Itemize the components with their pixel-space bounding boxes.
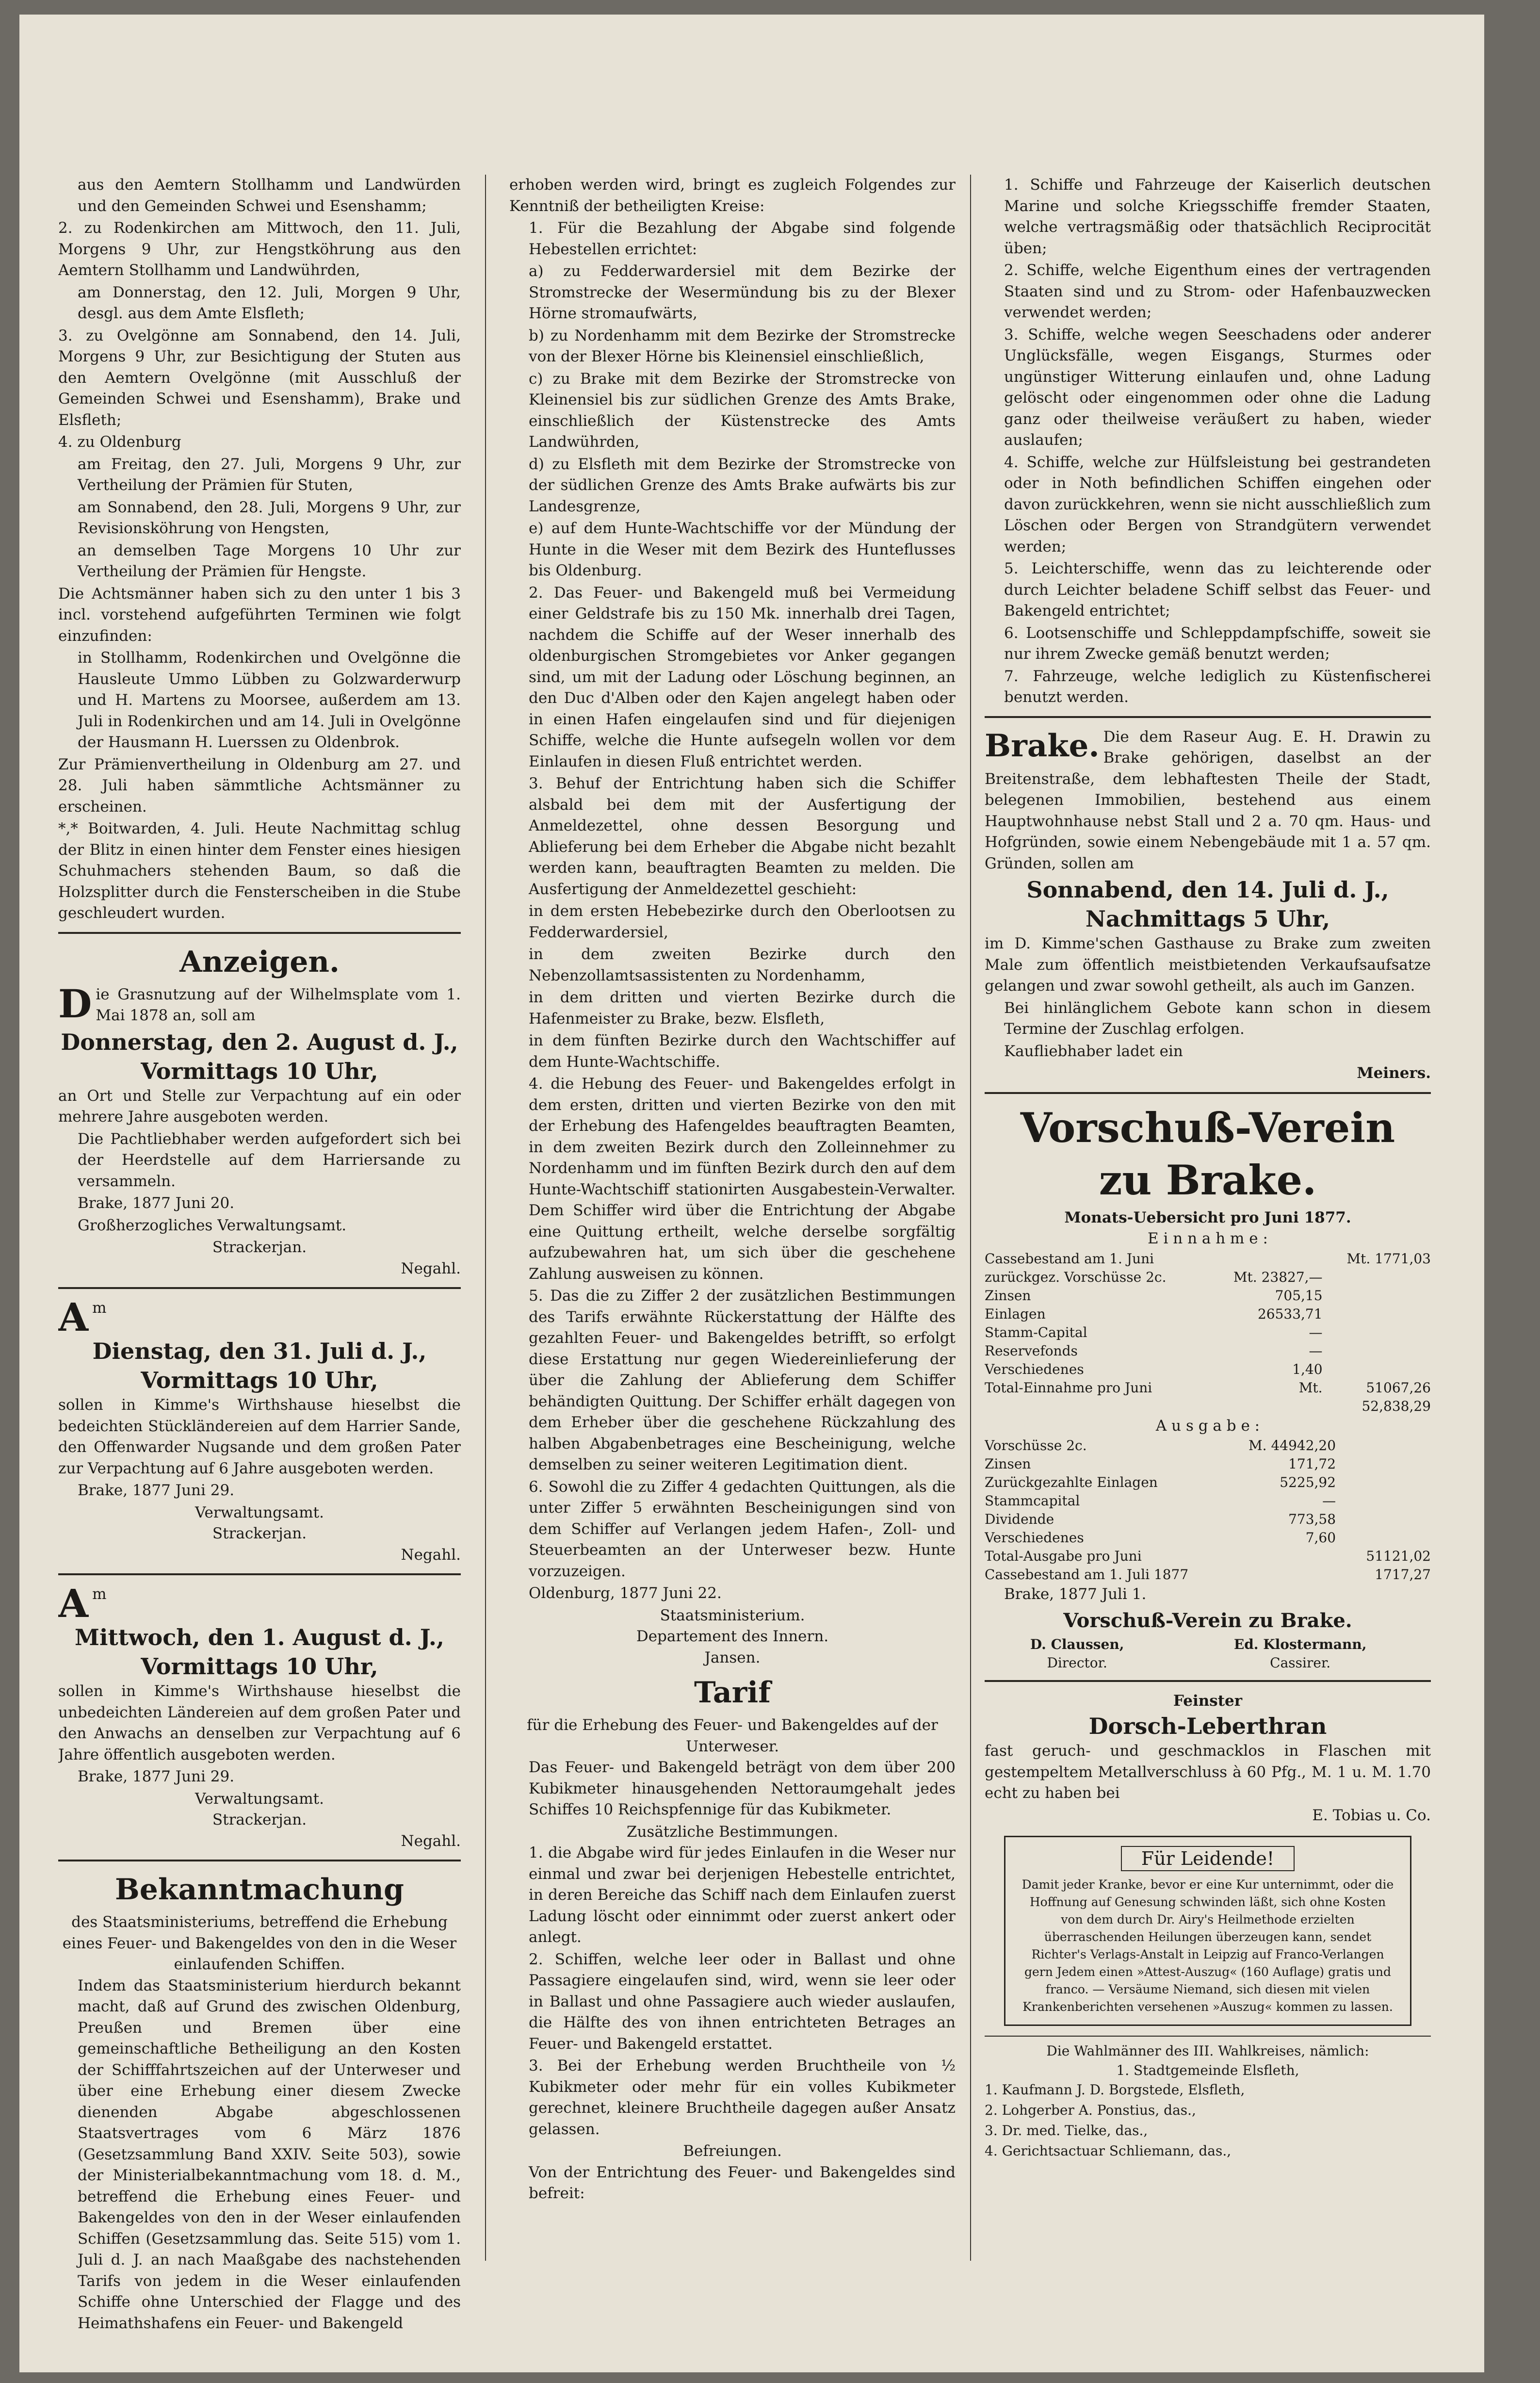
finance-value: 52,838,29 (1362, 1398, 1431, 1414)
column-rule (485, 175, 486, 2261)
brake-title: Brake. (985, 727, 1100, 764)
text-paragraph: in dem zweiten Bezirke durch den Nebenzollamtsassistenten zu Nordenhamm, (529, 946, 956, 984)
ad-office: Großherzogliches Verwaltungsamt. (78, 1216, 347, 1234)
exemption-item: 6. Lootsenschiffe und Schleppdampfschiffe, soweit sie nur ihrem Zwecke gemäß benutzt werden; (1004, 624, 1431, 663)
section-divider (985, 716, 1431, 718)
finance-label (985, 1397, 1208, 1416)
text-paragraph: in dem dritten und vierten Bezirke durch die Hafenmeister zu Brake, bezw. Elsfleth, (529, 989, 956, 1028)
ad-time: Vormittags 10 Uhr, (141, 1367, 378, 1393)
finance-value (1336, 1436, 1431, 1455)
zusaetzliche-heading: Zusätzliche Bestimmungen. (626, 1823, 839, 1841)
verein-subtitle: Monats-Uebersicht pro Juni 1877. (1064, 1208, 1351, 1226)
finance-value (1336, 1492, 1431, 1510)
text-paragraph: 6. Sowohl die zu Ziffer 4 gedachten Quittungen, als die unter Ziffer 5 erwähnten Bescheinigungen sind von dem Schiffer auf Verlangen jedem Hafen-, Zoll- und Steuerbeamten an der Unterweser bezw. Hunte vorzuzeigen. (529, 1478, 956, 1580)
section-divider (985, 1680, 1431, 1682)
finance-label: zurückgez. Vorschüsse 2c. (985, 1269, 1167, 1285)
text-paragraph: 2. Das Feuer- und Bakengeld muß bei Vermeidung einer Geldstrafe bis zu 150 Mk. innerhalb drei Tagen, nachdem die Schiffe auf der Weser innerhalb des oldenburgischen Stromgebietes vor Anker gegangen sind, um mit der Ladung oder Löschung beginnen, an den Duc d'Alben oder den Kajen angelegt haben oder in einen Hafen eingelaufen sind und für diejenigen Schiffe, welche die Hunte aufsegeln wollen vor dem Einlaufen in diesen Fluß entrichtet werden. (529, 584, 956, 770)
finance-value: 5225,92 (1280, 1474, 1336, 1490)
finance-row (985, 1305, 1431, 1323)
ad-office: Verwaltungsamt. (195, 1503, 324, 1521)
finance-value (1208, 1250, 1323, 1268)
text-paragraph: a) zu Fedderwardersiel mit dem Bezirke der Stromstrecke der Wesermündung bis zu der Blexer Hörne stromaufwärts, (529, 262, 956, 322)
exemption-item: 1. Schiffe und Fahrzeuge der Kaiserlich deutschen Marine und solche Kriegsschiffe fremder Staaten, welche vertragsmäßig oder thatsächlich Reciprocität üben; (1004, 176, 1431, 257)
text-paragraph: 4. zu Oldenburg (58, 433, 181, 451)
column-left (58, 175, 461, 2335)
brake-text: Bei hinlänglichem Gebote kann schon in diesem Termine der Zuschlag erfolgen. (1004, 999, 1431, 1038)
finance-value (1336, 1473, 1431, 1492)
bekanntmachung-body: Indem das Staatsministerium hierdurch bekannt macht, daß auf Grund des zwischen Oldenburg, Preußen und Bremen über eine gemeinschaftliche Betheiligung an den Kosten der Schifffahrtszeichen auf der Unterweser und über eine Erhebung einer diesem Zwecke dienenden Abgabe abgeschlossenen Staatsvertrages vom 6 März 1876 (Gesetzsammlung Band XXIV. Seite 503), sowie der Ministerialbekanntmachung vom 18. d. M., betreffend die Erhebung eines Feuer- und Bakengeldes von den in der Weser einlaufenden Schiffen (Gesetzsammlung das. Seite 515) vom 1. Juli d. J. an nach Maaßgabe des nachstehenden Tarifs von jedem in die Weser einlaufenden Schiffe ohne Unterschied der Flagge und des Heimathshafens ein Feuer- und Bakengeld (78, 1976, 461, 2332)
column-right (985, 175, 1431, 2162)
ad-wilhelmsplate (58, 980, 461, 1280)
finance-value (1323, 1268, 1431, 1287)
finance-value (1208, 1566, 1336, 1584)
finance-value (1336, 1455, 1431, 1473)
leberthran-signature: E. Tobias u. Co. (1312, 1806, 1431, 1824)
ministry: Staatsministerium. (660, 1606, 805, 1624)
text-paragraph: 2. zu Rodenkirchen am Mittwoch, den 11. Juli, Morgens 9 Uhr, zur Hengstköhrung aus den Aemtern Stollhamm und Landwührden, (58, 219, 461, 279)
finance-label: Cassebestand am 1. Juni (985, 1250, 1154, 1267)
drop-cap: A (58, 1581, 89, 1626)
ad-place: Brake, 1877 Juni 29. (78, 1768, 235, 1785)
wahl-row: 4. Gerichtsactuar Schliemann, das., (985, 2143, 1232, 2159)
zusaetzliche-item: 3. Bei der Erhebung werden Bruchtheile von ½ Kubikmeter oder mehr für ein volles Kubikmeter gerechnet, kleinere Bruchtheile dagegen außer Ansatz gelassen. (529, 2057, 956, 2138)
ad-place: Brake, 1877 Juni 20. (78, 1194, 235, 1212)
befreiungen-heading: Befreiungen. (683, 2142, 782, 2160)
verein-signatures (985, 1635, 1431, 1672)
finance-value: 1717,27 (1375, 1567, 1431, 1583)
exemption-item: 4. Schiffe, welche zur Hülfsleistung bei gestrandeten oder in Noth befindlichen Schiffen eingehen oder davon zurückkehren, wenn sie nicht ausschließlich zum Löschen oder Bergen von Strandgütern verwendet werden; (1004, 453, 1431, 555)
text-paragraph: e) auf dem Hunte-Wachtschiffe vor der Mündung der Hunte in die Weser mit dem Bezirk des Hunteflusses bis Oldenburg. (529, 520, 956, 579)
signature-director: D. Claussen, (1030, 1636, 1124, 1652)
ad-signature: Negahl. (401, 1259, 461, 1277)
finance-label: Verschiedenes (985, 1530, 1084, 1546)
befreiungen-body: Von der Entrichtung des Feuer- und Bakengeldes sind befreit: (529, 2163, 956, 2202)
finance-value: — (1322, 1493, 1336, 1509)
ad-lead: ie Grasnutzung auf der Wilhelmsplate vom 1. Mai 1878 an, soll am (96, 985, 461, 1024)
ad-fuer-leidende (1004, 1836, 1411, 2026)
leidende-body: Damit jeder Kranke, bevor er eine Kur unternimmt, oder die Hoffnung auf Genesung schwinden läßt, sich ohne Kosten von dem durch Dr. Airy's Heilmethode erzielten überraschenden Heilungen überzeugen kann, sendet Richter's Verlags-Anstalt in Leipzig auf Franco-Verlangen gern Jedem einen »Attest-Auszug« (160 Auflage) gratis und franco. — Versäume Niemand, sich diesen mit vielen Krankenberichten versehenen »Auszug« kommen zu lassen. (1021, 1877, 1394, 2014)
wahl-sub: 1. Stadtgemeinde Elsfleth, (1116, 2062, 1299, 2078)
text-paragraph: in Stollhamm, Rodenkirchen und Ovelgönne die Hausleute Ummo Lübben zu Golzwarderwurp und H. Martens zu Moorsee, außerdem am 13. Juli in Rodenkirchen und am 14. Juli in Ovelgönne der Hausmann H. Luerssen zu Oldenbrok. (78, 649, 461, 751)
finance-value (1336, 1510, 1431, 1529)
finance-label: Total-Ausgabe pro Juni (985, 1548, 1142, 1564)
finance-label: Stamm-Capital (985, 1324, 1087, 1340)
finance-value (1323, 1287, 1431, 1305)
finance-row (985, 1547, 1431, 1566)
dateline: Oldenburg, 1877 Juni 22. (529, 1584, 722, 1602)
ad-body: sollen in Kimme's Wirthshause hieselbst die unbedeichten Ländereien auf dem großen Pater und den Anwachs an denselben zur Verpachtung auf 6 Jahre öffentlich ausgeboten werden. (58, 1682, 461, 1763)
finance-row (985, 1566, 1431, 1584)
einnahme-table (985, 1250, 1431, 1416)
finance-value: — (1309, 1324, 1323, 1340)
tarif-heading: Tarif (694, 1676, 771, 1710)
verein-dateline: Brake, 1877 Juli 1. (1004, 1585, 1147, 1603)
section-divider (985, 2036, 1431, 2037)
ad-body: sollen in Kimme's Wirthshause hieselbst die bedeichten Stückländereien auf dem Harrier Sande, den Offenwarder Nugsande und dem großen Pater zur Verpachtung auf 6 Jahre ausgeboten werden. (58, 1396, 461, 1477)
text-paragraph: am Sonnabend, den 28. Juli, Morgens 9 Uhr, zur Revisionsköhrung von Hengsten, (78, 498, 461, 537)
einnahme-heading: E i n n a h m e : (1148, 1230, 1268, 1247)
bekanntmachung-heading: Bekanntmachung (114, 1873, 404, 1907)
zusaetzliche-item: 1. die Abgabe wird für jedes Einlaufen in die Weser nur einmal und zwar bei derjenigen Hebestelle entrichtet, in deren Bereiche das Schiff nach dem Einlaufen zuerst Ladung löscht oder einnimmt oder zuerst ankert oder anlegt. (529, 1844, 956, 1946)
finance-value (1208, 1397, 1323, 1416)
finance-value: 773,58 (1288, 1511, 1336, 1527)
finance-value: — (1309, 1342, 1323, 1359)
text-paragraph: d) zu Elsfleth mit dem Bezirke der Stromstrecke von der südlichen Grenze des Amts Brake aufwärts bis zur Landesgrenze, (529, 455, 956, 515)
finance-value: Mt. 1771,03 (1346, 1250, 1431, 1267)
finance-value (1323, 1360, 1431, 1379)
ad-signature: Strackerjan. (212, 1525, 307, 1542)
text-paragraph: an demselben Tage Morgens 10 Uhr zur Vertheilung der Prämien für Hengste. (78, 541, 461, 580)
leberthran-kicker: Feinster (1173, 1692, 1243, 1710)
text-paragraph: am Freitag, den 27. Juli, Morgens 9 Uhr, zur Vertheilung der Prämien für Stuten, (78, 455, 461, 494)
newspaper-page (19, 15, 1484, 2372)
section-divider (58, 1860, 461, 1861)
finance-row (985, 1268, 1431, 1287)
wahl-row: 1. Kaufmann J. D. Borgstede, Elsfleth, (985, 2082, 1245, 2098)
exemption-item: 5. Leichterschiffe, wenn das zu leichterende oder durch Leichter beladene Schiff selbst das Feuer- und Bakengeld entrichtet; (1004, 560, 1431, 620)
text-paragraph: b) zu Nordenhamm mit dem Bezirke der Stromstrecke von der Blexer Hörne bis Kleinensiel einschließlich, (529, 326, 956, 365)
finance-value: M. 44942,20 (1248, 1437, 1336, 1453)
text-paragraph: 3. zu Ovelgönne am Sonnabend, den 14. Juli, Morgens 9 Uhr, zur Besichtigung der Stuten aus den Aemtern Ovelgönne (mit Ausschluß der Gemeinden Schwei und Esenshamm), Brake und Elsfleth; (58, 326, 461, 429)
ad-time: Vormittags 10 Uhr, (141, 1653, 378, 1680)
finance-value (1323, 1323, 1431, 1342)
ad-date: Donnerstag, den 2. August d. J., (61, 1028, 458, 1055)
ad-date: Dienstag, den 31. Juli d. J., (92, 1338, 427, 1364)
finance-value: 171,72 (1288, 1456, 1336, 1472)
finance-row (985, 1250, 1431, 1268)
finance-row (985, 1287, 1431, 1305)
ad-leberthran (985, 1691, 1431, 1827)
finance-value: 51067,26 (1366, 1379, 1431, 1396)
department: Departement des Innern. (636, 1628, 829, 1645)
news-item-boitwarden: *,* Boitwarden, 4. Juli. Heute Nachmittag schlug der Blitz in einen hinter dem Fenster eines hiesigen Schuhmachers stehenden Baum, so daß die Holzsplitter durch die Fensterscheiben in die Stube geschleudert wurden. (58, 820, 461, 922)
bekanntmachung (58, 1870, 461, 2334)
verein-title: zu Brake. (1099, 1156, 1317, 1204)
section-divider (58, 932, 461, 934)
ad-office: Verwaltungsamt. (195, 1790, 324, 1808)
finance-label: Zinsen (985, 1456, 1031, 1472)
finance-row (985, 1510, 1431, 1529)
ad-body: an Ort und Stelle zur Verpachtung auf ein oder mehrere Jahre ausgeboten werden. (58, 1087, 461, 1126)
ad-signature: Negahl. (401, 1546, 461, 1564)
finance-label: Dividende (985, 1511, 1054, 1527)
section-divider (58, 1287, 461, 1289)
finance-label: Zurückgezahlte Einlagen (985, 1474, 1158, 1490)
signature-cashier: Ed. Klostermann, (1233, 1636, 1367, 1652)
bekanntmachung-subtitle: des Staatsministeriums, betreffend die Erhebung eines Feuer- und Bakengeldes von den in die Weser einlaufenden Schiffen. (62, 1913, 457, 1973)
ad-date: Mittwoch, den 1. August d. J., (75, 1624, 444, 1650)
text-paragraph: 4. die Hebung des Feuer- und Bakengeldes erfolgt in dem ersten, dritten und vierten Bezirke von den mit der Erhebung des Hafengeldes beauftragten Beamten, in dem zweiten Bezirk durch den Zolleinnehmer zu Nordenhamm und im fünften Bezirk durch den auf dem Hunte-Wachtschiff stationirten Ausgabestein-Verwalter. Dem Schiffer wird über die Entrichtung der Abgabe eine Quittung ertheilt, welche derselbe sorgfältig aufzubewahren hat, um sich über die geschehene Zahlung ausweisen zu können. (529, 1075, 956, 1283)
brake-signature: Meiners. (1357, 1064, 1431, 1082)
drop-cap: D (58, 980, 92, 1027)
ad-brake-immobilien (985, 727, 1431, 1084)
role-director: Director. (1047, 1654, 1107, 1671)
ad-harrier-sande (58, 1294, 461, 1566)
signer: Jansen. (704, 1649, 761, 1666)
exemption-item: 3. Schiffe, welche wegen Seeschadens oder anderer Unglücksfälle, wegen Eisgangs, Sturmes oder ungünstiger Witterung einlaufen und, ohne Ladung gelöscht oder eingenommen oder ohne die Ladung ganz oder theilweise veräußert zu haben, wieder auslaufen; (1004, 326, 1431, 449)
finance-row (985, 1397, 1431, 1416)
finance-row (985, 1455, 1431, 1473)
finance-label: Zinsen (985, 1287, 1031, 1304)
column-rule (970, 175, 971, 2261)
brake-text: Kaufliebhaber ladet ein (1004, 1042, 1183, 1060)
finance-value (1208, 1547, 1336, 1566)
brake-time: Nachmittags 5 Uhr, (1085, 906, 1330, 932)
finance-row (985, 1342, 1431, 1360)
text-paragraph: 5. Das die zu Ziffer 2 der zusätzlichen Bestimmungen des Tarifs erwähnte Rückerstattung der Hälfte des gezahlten Feuer- und Bakengeldes betrifft, so erfolgt diese Erstattung nur gegen Wiedereinlieferung der über die Zahlung der Ablieferung dem Schiffer behändigten Quittung. Der Schiffer erhält dagegen von dem Erheber über die geschehene Rückzahlung des halben Abgabenbetrages eine Bescheinigung, welche demselben zu seiner weiteren Legitimation dient. (529, 1287, 956, 1473)
ad-signature: Negahl. (401, 1832, 461, 1850)
finance-row (985, 1360, 1431, 1379)
leidende-title: Für Leidende! (1121, 1846, 1295, 1871)
text-paragraph: erhoben werden wird, bringt es zugleich Folgendes zur Kenntniß der betheiligten Kreise: (509, 176, 956, 215)
finance-label: Verschiedenes (985, 1361, 1084, 1377)
finance-value: Mt. 23827,— (1233, 1269, 1323, 1285)
tarif-body: Das Feuer- und Bakengeld beträgt von dem über 200 Kubikmeter hinausgehenden Nettoraumgehalt jedes Schiffes 10 Reichspfennige für das Kubikmeter. (529, 1759, 956, 1818)
ausgabe-table (985, 1436, 1431, 1584)
finance-row (985, 1379, 1431, 1397)
text-paragraph: 3. Behuf der Entrichtung haben sich die Schiffer alsbald bei dem mit der Ausfertigung der Anmeldezettel, ohne dessen Besorgung und Ablieferung bei dem Erheber die Abgabe nicht bezahlt werden kann, beauftragten Beamten zu melden. Die Ausfertigung der Anmeldezettel geschieht: (529, 775, 956, 898)
finance-value: 7,60 (1305, 1530, 1336, 1546)
finance-label: Einlagen (985, 1306, 1046, 1322)
exemption-item: 2. Schiffe, welche Eigenthum eines der vertragenden Staaten sind und zu Strom- oder Hafenbauzwecken verwendet werden; (1004, 261, 1431, 321)
finance-label: Reservefonds (985, 1342, 1078, 1359)
vorschuss-verein (985, 1103, 1431, 1672)
column-middle (509, 175, 956, 2205)
text-paragraph: c) zu Brake mit dem Bezirke der Stromstrecke von Kleinensiel bis zur südlichen Grenze des Amts Brake, einschließlich der Küstenstrecke des Amts Landwührden, (529, 370, 956, 451)
text-paragraph: am Donnerstag, den 12. Juli, Morgen 9 Uhr, desgl. aus dem Amte Elsfleth; (78, 283, 461, 322)
finance-value (1323, 1342, 1431, 1360)
zusaetzliche-item: 2. Schiffen, welche leer oder in Ballast und ohne Passagiere eingelaufen sind, wird, wenn sie leer oder in Ballast und ohne Passagiere auch wieder auslaufen, die Hälfte des von ihnen entrichteten Betrages an Feuer- und Bakengeld erstattet. (529, 1950, 956, 2053)
text-paragraph: Die Achtsmänner haben sich zu den unter 1 bis 3 incl. vorstehend aufgeführten Terminen wie folgt einzufinden: (58, 585, 461, 645)
role-cashier: Cassirer. (1270, 1654, 1331, 1671)
ad-place: Brake, 1877 Juni 29. (78, 1482, 235, 1499)
section-divider (58, 1573, 461, 1575)
wahlmaenner-list (985, 2041, 1431, 2161)
ad-body: Die Pachtliebhaber werden aufgefordert sich bei der Heerdstelle auf dem Harriersande zu versammeln. (78, 1130, 461, 1190)
ad-signature: Strackerjan. (212, 1811, 307, 1828)
drop-cap: A (58, 1294, 89, 1340)
verein-name: Vorschuß-Verein zu Brake. (1063, 1609, 1352, 1632)
ad-grosser-pater (58, 1581, 461, 1852)
finance-row (985, 1492, 1431, 1510)
leberthran-body: fast geruch- und geschmacklos in Flaschen mit gestempeltem Metallverschluss à 60 Pfg., M. 1 u. M. 1.70 echt zu haben bei (985, 1742, 1431, 1802)
finance-value (1336, 1529, 1431, 1547)
text-paragraph: aus den Aemtern Stollhamm und Landwürden und den Gemeinden Schwei und Esenshamm; (78, 176, 461, 215)
finance-value: 51121,02 (1366, 1548, 1431, 1564)
finance-label: Cassebestand am 1. Juli 1877 (985, 1567, 1189, 1583)
tarif-subtitle: für die Erhebung des Feuer- und Bakengeldes auf der Unterweser. (527, 1716, 938, 1755)
brake-date: Sonnabend, den 14. Juli d. J., (1026, 877, 1389, 903)
text-paragraph: in dem ersten Hebebezirke durch den Oberlootsen zu Fedderwardersiel, (529, 902, 956, 941)
ad-signature: Strackerjan. (212, 1239, 307, 1256)
ad-lead: m (92, 1299, 107, 1317)
ausgabe-heading: A u s g a b e : (1155, 1417, 1260, 1435)
finance-value: Mt. (1298, 1379, 1323, 1396)
text-paragraph: 1. Für die Bezahlung der Abgabe sind folgende Hebestellen errichtet: (529, 219, 956, 258)
brake-text: im D. Kimme'schen Gasthause zu Brake zum zweiten Male zum öffentlich meistbietenden Verkaufsaufsatze gelangen und zwar sowohl getheilt, als auch im Ganzen. (985, 935, 1431, 995)
exemption-item: 7. Fahrzeuge, welche lediglich zu Küstenfischerei benutzt werden. (1004, 667, 1431, 706)
leberthran-title: Dorsch-Leberthran (1088, 1713, 1327, 1739)
finance-label: Total-Einnahme pro Juni (985, 1379, 1152, 1396)
finance-value: 26533,71 (1257, 1306, 1323, 1322)
finance-value (1323, 1305, 1431, 1323)
finance-row (985, 1436, 1431, 1455)
text-paragraph: in dem fünften Bezirke durch den Wachtschiffer auf dem Hunte-Wachtschiffe. (529, 1032, 956, 1071)
ad-time: Vormittags 10 Uhr, (141, 1058, 378, 1084)
wahl-row: 2. Lohgerber A. Ponstius, das., (985, 2102, 1196, 2118)
finance-label: Vorschüsse 2c. (985, 1437, 1087, 1453)
finance-row (985, 1323, 1431, 1342)
ad-lead: m (92, 1585, 107, 1603)
finance-label: Stammcapital (985, 1493, 1080, 1509)
brake-text: Die dem Raseur Aug. E. H. Drawin zu Brake gehörigen, daselbst an der Breitenstraße, dem lebhaftesten Theile der Stadt, belegenen Immobilien, bestehend aus einem Hauptwohnhause nebst Stall und 2 a. 70 qm. Haus- und Hofgründen, sowie einem Nebengebäude mit 1 a. 57 qm. Gründen, sollen am (985, 728, 1431, 872)
finance-row (985, 1529, 1431, 1547)
anzeigen-heading: Anzeigen. (179, 945, 340, 979)
text-paragraph: Zur Prämienvertheilung in Oldenburg am 27. und 28. Juli haben sämmtliche Achtsmänner zu erscheinen. (58, 755, 461, 816)
verein-title: Vorschuß-Verein (1020, 1103, 1395, 1152)
finance-value: 1,40 (1292, 1361, 1323, 1377)
wahl-lead: Die Wahlmänner des III. Wahlkreises, nämlich: (1046, 2043, 1369, 2059)
finance-row (985, 1473, 1431, 1492)
wahl-row: 3. Dr. med. Tielke, das., (985, 2122, 1148, 2138)
finance-value: 705,15 (1275, 1287, 1323, 1304)
section-divider (985, 1092, 1431, 1094)
